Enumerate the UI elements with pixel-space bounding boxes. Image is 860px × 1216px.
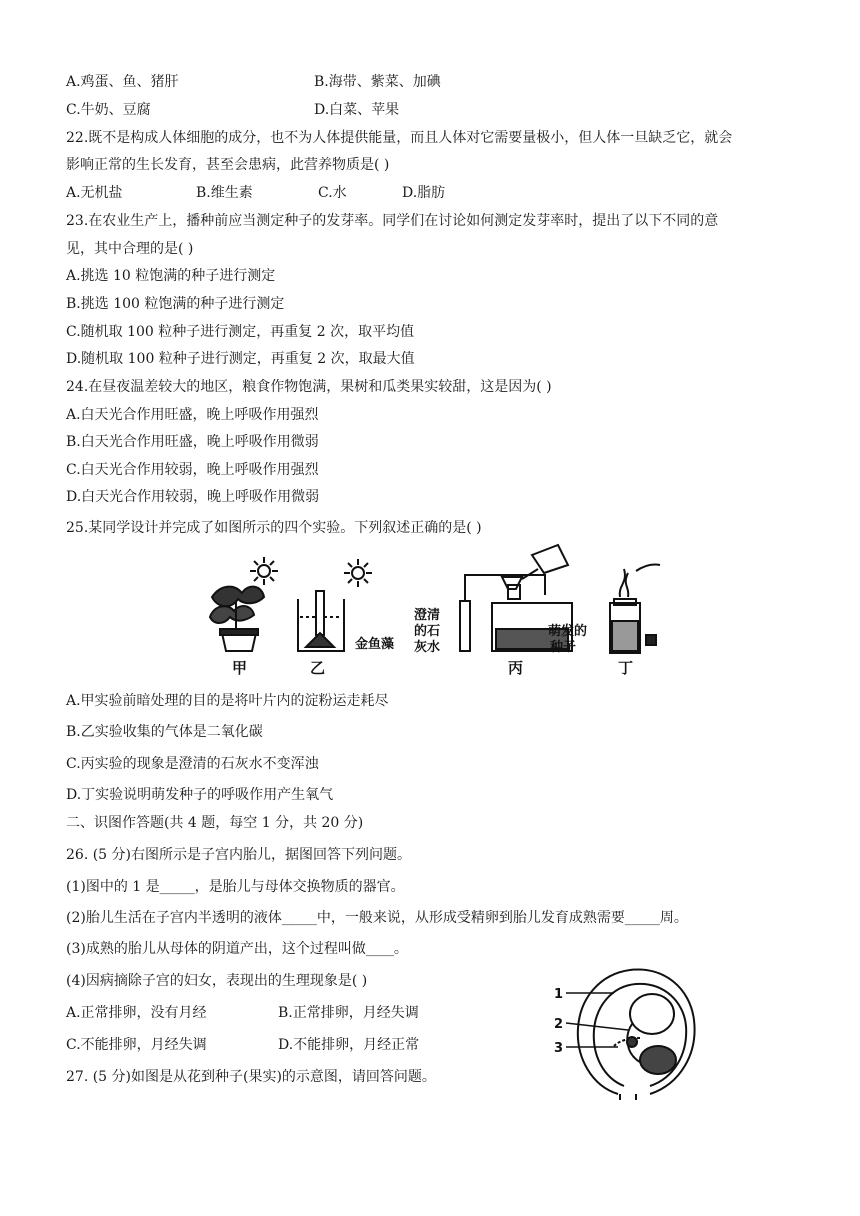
q24-stem: 24.在昼夜温差较大的地区，粮食作物饱满，果树和瓜类果实较甜，这是因为( ): [66, 379, 552, 395]
q26-stem: 26. (5 分)右图所示是子宫内胎儿，据图回答下列问题。: [66, 847, 411, 863]
q25-experiment-figure: [192, 537, 668, 687]
plant-experiment-jia: [210, 557, 278, 651]
label-seed-line1: 萌发的: [548, 624, 588, 639]
q26-option-a: A.正常排卵，没有月经: [66, 1005, 207, 1021]
q25-option-b: B.乙实验收集的气体是二氧化碳: [66, 724, 263, 740]
label-fish-plant: 金鱼藻: [355, 637, 395, 652]
q23-stem-line1: 23.在农业生产上，播种前应当测定种子的发芽率。同学们在讨论如何测定发芽率时，提出了以下不同的意: [66, 213, 719, 229]
label-jia: 甲: [232, 659, 248, 677]
q22-option-a: A.无机盐: [66, 185, 123, 201]
label-seed-line2: 种子: [550, 640, 577, 655]
q22-option-b: B.维生素: [196, 185, 253, 201]
q25-stem: 25.某同学设计并完成了如图所示的四个实验。下列叙述正确的是( ): [66, 520, 482, 536]
q26-sub3: (3)成熟的胎儿从母体的阴道产出，这个过程叫做____。: [66, 941, 408, 957]
q23-option-c: C.随机取 100 粒种子进行测定，再重复 2 次，取平均值: [66, 324, 415, 340]
q21-option-c: C.牛奶、豆腐: [66, 102, 151, 118]
q26-option-b: B.正常排卵，月经失调: [278, 1005, 419, 1021]
label-yi: 乙: [310, 659, 326, 677]
q23-option-a: A.挑选 10 粒饱满的种子进行测定: [66, 268, 276, 284]
q21-option-b: B.海带、紫菜、加碘: [314, 74, 441, 90]
q24-option-c: C.白天光合作用较弱，晚上呼吸作用强烈: [66, 462, 319, 478]
q25-option-c: C.丙实验的现象是澄清的石灰水不变浑浊: [66, 756, 319, 772]
label-lime-line1: 澄清: [414, 608, 441, 623]
q26-option-d: D.不能排卵，月经正常: [278, 1037, 420, 1053]
fetus-label-2: 2: [554, 1017, 564, 1032]
label-lime-line2: 的石: [414, 624, 441, 639]
q22-option-d: D.脂肪: [402, 185, 446, 201]
label-lime-line3: 灰水: [414, 640, 441, 655]
q27-stem: 27. (5 分)如图是从花到种子(果实)的示意图，请回答问题。: [66, 1069, 436, 1085]
seed-jar-experiment-ding: [610, 564, 660, 653]
fetus-label-1: 1: [554, 987, 564, 1002]
section-2-title: 二、识图作答题(共 4 题，每空 1 分，共 20 分): [66, 815, 364, 831]
q25-option-d: D.丁实验说明萌发种子的呼吸作用产生氧气: [66, 787, 334, 803]
q26-sub1: (1)图中的 1 是_____，是胎儿与母体交换物质的器官。: [66, 879, 405, 895]
q22-option-c: C.水: [318, 185, 347, 201]
q25-option-a: A.甲实验前暗处理的目的是将叶片内的淀粉运走耗尽: [66, 693, 389, 709]
q21-option-d: D.白菜、苹果: [314, 102, 400, 118]
q26-sub4: (4)因病摘除子宫的妇女，表现出的生理现象是( ): [66, 973, 368, 989]
q22-stem-line1: 22.既不是构成人体细胞的成分，也不为人体提供能量，而且人体对它需要量极小，但人体一旦缺乏它，就会: [66, 130, 733, 146]
q23-option-d: D.随机取 100 粒种子进行测定，再重复 2 次，取最大值: [66, 351, 415, 367]
fetus-label-3: 3: [554, 1041, 564, 1056]
q23-stem-line2: 见，其中合理的是( ): [66, 241, 194, 257]
q23-option-b: B.挑选 100 粒饱满的种子进行测定: [66, 296, 285, 312]
label-ding: 丁: [618, 659, 634, 677]
q26-fetus-figure: [548, 962, 708, 1100]
q26-sub2: (2)胎儿生活在子宫内半透明的液体_____中，一般来说，从形成受精卵到胎儿发育成熟需要_____周。: [66, 910, 688, 926]
q24-option-a: A.白天光合作用旺盛，晚上呼吸作用强烈: [66, 407, 319, 423]
q26-option-c: C.不能排卵，月经失调: [66, 1037, 207, 1053]
q24-option-b: B.白天光合作用旺盛，晚上呼吸作用微弱: [66, 434, 319, 450]
label-bing: 丙: [508, 659, 524, 677]
q21-option-a: A.鸡蛋、鱼、猪肝: [66, 74, 179, 90]
q22-stem-line2: 影响正常的生长发育，甚至会患病，此营养物质是( ): [66, 157, 390, 173]
q24-option-d: D.白天光合作用较弱，晚上呼吸作用微弱: [66, 489, 320, 505]
